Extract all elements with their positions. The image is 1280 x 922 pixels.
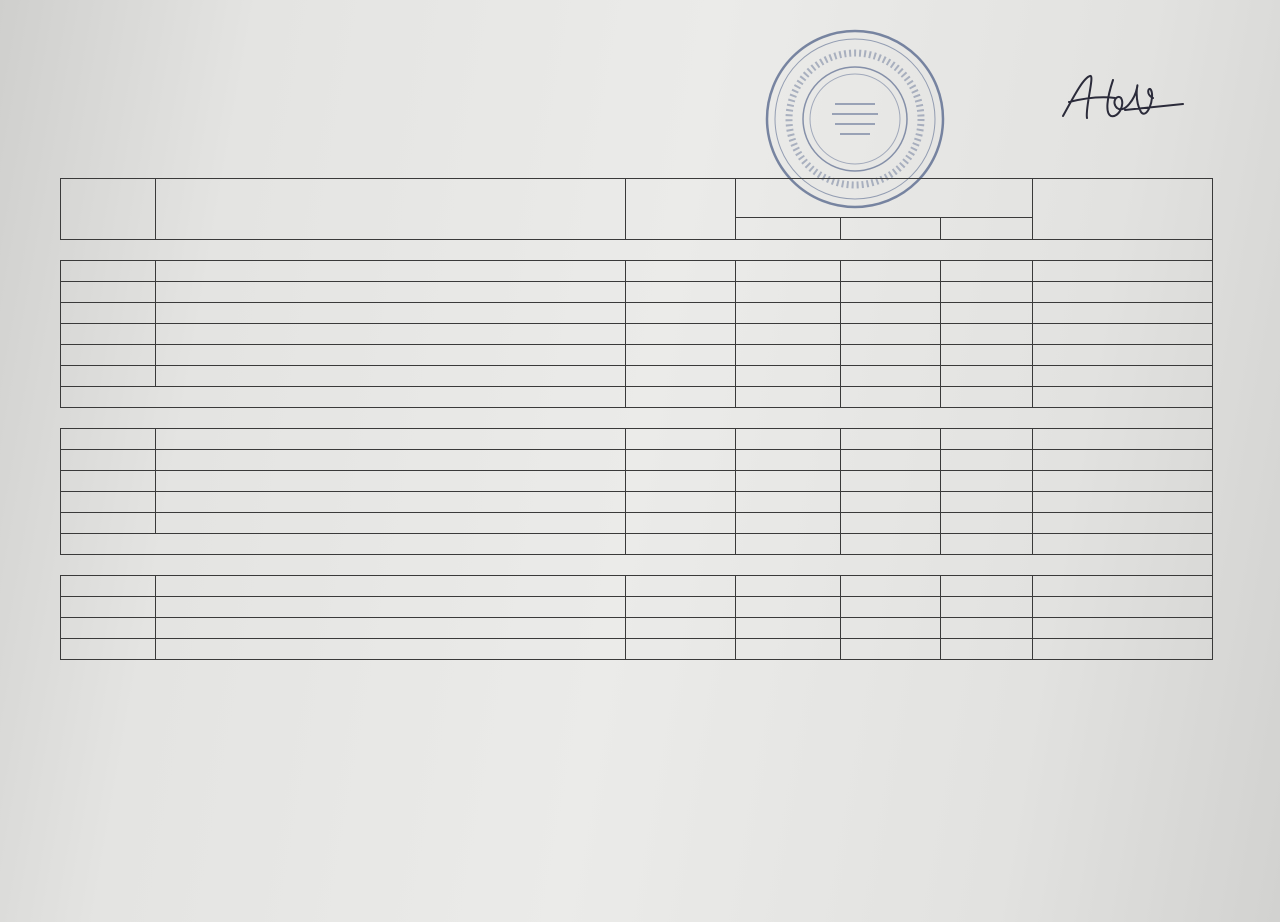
protein-value <box>736 639 841 660</box>
table-row <box>61 345 1213 366</box>
protein-value <box>736 513 841 534</box>
dish-name <box>156 471 626 492</box>
section-header <box>61 555 1213 576</box>
carb-value <box>941 471 1033 492</box>
energy-value <box>1033 576 1213 597</box>
header-energy <box>1033 179 1213 240</box>
energy-value <box>1033 513 1213 534</box>
fat-value <box>841 345 941 366</box>
portion-mass <box>626 366 736 387</box>
protein-value <box>736 576 841 597</box>
header-zh <box>841 217 941 239</box>
energy-value <box>1033 324 1213 345</box>
recipe-number <box>61 345 156 366</box>
section-total-row <box>61 387 1213 408</box>
carb-value <box>941 303 1033 324</box>
total-label <box>61 534 626 555</box>
protein-value <box>736 429 841 450</box>
fat-value <box>841 576 941 597</box>
recipe-number <box>61 324 156 345</box>
fat-value <box>841 639 941 660</box>
table-row <box>61 618 1213 639</box>
portion-mass <box>626 513 736 534</box>
protein-value <box>736 450 841 471</box>
dish-name <box>156 576 626 597</box>
energy-value <box>1033 429 1213 450</box>
portion-mass <box>626 639 736 660</box>
fat-value <box>841 261 941 282</box>
dish-name <box>156 366 626 387</box>
energy-value <box>1033 639 1213 660</box>
fat-value <box>841 597 941 618</box>
fat-value <box>841 450 941 471</box>
energy-value <box>1033 450 1213 471</box>
protein-value <box>736 366 841 387</box>
dish-name <box>156 492 626 513</box>
menu-table <box>60 178 1213 660</box>
energy-value <box>1033 366 1213 387</box>
carb-value <box>941 345 1033 366</box>
recipe-number <box>61 282 156 303</box>
dish-name <box>156 324 626 345</box>
signature-icon <box>1055 68 1185 128</box>
carb-value <box>941 513 1033 534</box>
dish-name <box>156 345 626 366</box>
protein-value <box>736 324 841 345</box>
energy-value <box>1033 303 1213 324</box>
table-row <box>61 366 1213 387</box>
table-row <box>61 429 1213 450</box>
section-title <box>61 240 1213 261</box>
carb-value <box>941 492 1033 513</box>
energy-value <box>1033 261 1213 282</box>
recipe-number <box>61 303 156 324</box>
fat-value <box>841 429 941 450</box>
energy-value <box>1033 282 1213 303</box>
section-header <box>61 408 1213 429</box>
recipe-number <box>61 597 156 618</box>
fat-value <box>841 618 941 639</box>
header-b <box>736 217 841 239</box>
portion-mass <box>626 282 736 303</box>
dish-name <box>156 639 626 660</box>
portion-mass <box>626 618 736 639</box>
protein-value <box>736 303 841 324</box>
total-fat <box>841 534 941 555</box>
fat-value <box>841 324 941 345</box>
energy-value <box>1033 597 1213 618</box>
protein-value <box>736 261 841 282</box>
dish-name <box>156 618 626 639</box>
recipe-number <box>61 618 156 639</box>
table-row <box>61 576 1213 597</box>
table-row <box>61 324 1213 345</box>
table-row <box>61 492 1213 513</box>
carb-value <box>941 576 1033 597</box>
table-row <box>61 450 1213 471</box>
dish-name <box>156 429 626 450</box>
portion-mass <box>626 261 736 282</box>
portion-mass <box>626 471 736 492</box>
protein-value <box>736 471 841 492</box>
energy-value <box>1033 492 1213 513</box>
table-row <box>61 597 1213 618</box>
total-carb <box>941 534 1033 555</box>
portion-mass <box>626 345 736 366</box>
carb-value <box>941 282 1033 303</box>
section-header <box>61 240 1213 261</box>
fat-value <box>841 282 941 303</box>
protein-value <box>736 492 841 513</box>
total-energy <box>1033 534 1213 555</box>
total-protein <box>736 387 841 408</box>
recipe-number <box>61 492 156 513</box>
section-title <box>61 408 1213 429</box>
table-row <box>61 471 1213 492</box>
dish-name <box>156 261 626 282</box>
dish-name <box>156 513 626 534</box>
carb-value <box>941 324 1033 345</box>
header-meal <box>156 179 626 240</box>
fat-value <box>841 366 941 387</box>
dish-name <box>156 450 626 471</box>
total-mass <box>626 534 736 555</box>
carb-value <box>941 366 1033 387</box>
header-num <box>61 179 156 240</box>
carb-value <box>941 618 1033 639</box>
table-row <box>61 303 1213 324</box>
fat-value <box>841 303 941 324</box>
protein-value <box>736 618 841 639</box>
recipe-number <box>61 366 156 387</box>
recipe-number <box>61 471 156 492</box>
recipe-number <box>61 513 156 534</box>
section-total-row <box>61 534 1213 555</box>
menu-body <box>61 240 1213 660</box>
dish-name <box>156 303 626 324</box>
portion-mass <box>626 597 736 618</box>
recipe-number <box>61 429 156 450</box>
dish-name <box>156 282 626 303</box>
table-row <box>61 282 1213 303</box>
total-fat <box>841 387 941 408</box>
total-carb <box>941 387 1033 408</box>
total-energy <box>1033 387 1213 408</box>
portion-mass <box>626 429 736 450</box>
total-mass <box>626 387 736 408</box>
section-title <box>61 555 1213 576</box>
protein-value <box>736 282 841 303</box>
energy-value <box>1033 471 1213 492</box>
total-protein <box>736 534 841 555</box>
carb-value <box>941 450 1033 471</box>
carb-value <box>941 261 1033 282</box>
header-mass <box>626 179 736 240</box>
table-row <box>61 261 1213 282</box>
total-label <box>61 387 626 408</box>
recipe-number <box>61 450 156 471</box>
recipe-number <box>61 576 156 597</box>
dish-name <box>156 597 626 618</box>
carb-value <box>941 639 1033 660</box>
carb-value <box>941 597 1033 618</box>
carb-value <box>941 429 1033 450</box>
header-u <box>941 217 1033 239</box>
header-nutrients <box>736 179 1033 218</box>
portion-mass <box>626 576 736 597</box>
fat-value <box>841 471 941 492</box>
portion-mass <box>626 492 736 513</box>
energy-value <box>1033 345 1213 366</box>
portion-mass <box>626 450 736 471</box>
recipe-number <box>61 261 156 282</box>
fat-value <box>841 492 941 513</box>
table-row <box>61 639 1213 660</box>
portion-mass <box>626 303 736 324</box>
recipe-number <box>61 639 156 660</box>
fat-value <box>841 513 941 534</box>
protein-value <box>736 345 841 366</box>
energy-value <box>1033 618 1213 639</box>
protein-value <box>736 597 841 618</box>
portion-mass <box>626 324 736 345</box>
table-row <box>61 513 1213 534</box>
